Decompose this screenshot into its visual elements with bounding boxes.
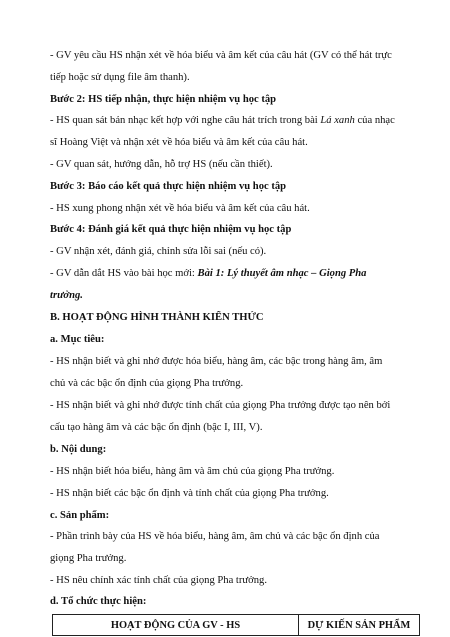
paragraph-line: - HS nhận biết và ghi nhớ được tính chất của giọng Pha trưởng được tạo nên bởi [50,400,391,411]
paragraph-line: sĩ Hoàng Việt và nhận xét về hóa biểu và âm kết của câu hát. [50,137,308,148]
paragraph-line: giọng Pha trưởng. [50,553,127,564]
paragraph-line: - Phần trình bày của HS về hóa biểu, hàng âm, âm chủ và các bậc ổn định của [50,531,380,542]
table-header-expected-product: DỰ KIẾN SẢN PHẨM [307,619,411,631]
paragraph-line: - HS nhận biết và ghi nhớ được hóa biểu, hàng âm, các bậc trong hàng âm, âm [50,356,383,367]
lesson-title: Bài 1: Lý thuyết âm nhạc – Giọng Pha [197,268,367,279]
paragraph-line: - HS nhận biết hóa biểu, hàng âm và âm chủ của giọng Pha trưởng. [50,466,335,477]
step-2-heading: Bước 2: HS tiếp nhận, thực hiện nhiệm vụ học tập [50,94,277,105]
paragraph-line: cấu tạo hàng âm và các bậc ổn định (bậc I, III, V). [50,422,263,433]
paragraph-line: - GV quan sát, hướng dẫn, hỗ trợ HS (nếu cần thiết). [50,159,273,170]
paragraph-line: chủ và các bậc ổn định của giọng Pha trưởng. [50,378,244,389]
table-header-teacher-student-activity: HOẠT ĐỘNG CỦA GV - HS [53,615,299,635]
paragraph-line: - GV nhận xét, đánh giá, chỉnh sửa lỗi sai (nếu có). [50,246,267,257]
paragraph-line: - HS nhận biết các bậc ổn định và tính chất của giọng Pha trưởng. [50,488,329,499]
organization-heading: d. Tổ chức thực hiện: [50,596,147,607]
paragraph-line: tiếp hoặc sử dụng file âm thanh). [50,72,190,83]
paragraph-line [50,267,420,280]
paragraph-line: - HS xung phong nhận xét về hóa biểu và âm kết của câu hát. [50,203,310,214]
section-b-heading: B. HOẠT ĐỘNG HÌNH THÀNH KIẾN THỨC [50,312,264,323]
content-heading: b. Nội dung: [50,444,107,455]
step-4-heading: Bước 4: Đánh giá kết quả thực hiện nhiệm vụ học tập [50,224,292,235]
objective-heading: a. Mục tiêu: [50,334,105,345]
step-3-heading: Bước 3: Báo cáo kết quả thực hiện nhiệm vụ học tập [50,181,287,192]
text-run: - HS quan sát bản nhạc kết hợp với nghe câu hát trích trong bài [50,115,321,126]
text-run: của nhạc [354,115,395,126]
activity-table-header [52,614,420,636]
paragraph-line [50,114,420,127]
text-run: - GV dẫn dắt HS vào bài học mới: [50,268,198,279]
paragraph-line: - HS nêu chính xác tính chất của giọng Pha trưởng. [50,575,267,586]
product-heading: c. Sản phẩm: [50,510,110,521]
paragraph-line: - GV yêu cầu HS nhận xét về hóa biểu và âm kết của câu hát (GV có thể hát trực [50,50,392,61]
song-title: Lá xanh [320,115,355,126]
lesson-title-continued: trưởng. [50,290,83,301]
